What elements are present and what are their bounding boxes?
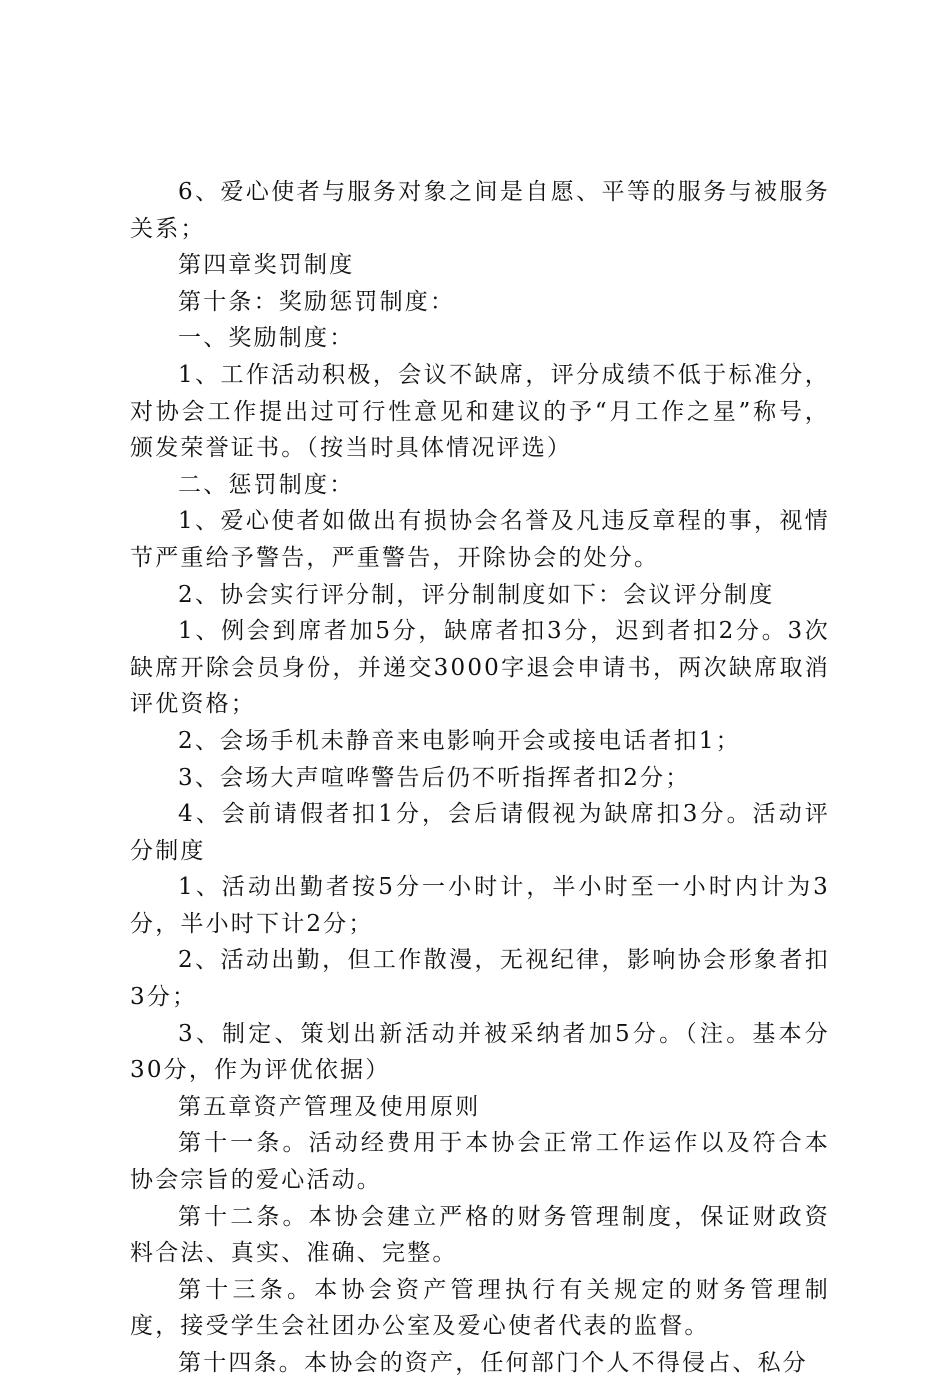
paragraph-meeting-rule-4: 4、会前请假者扣1分，会后请假视为缺席扣3分。活动评分制度 xyxy=(130,801,830,864)
document-page xyxy=(130,174,830,1382)
paragraph-penalty-1: 1、爱心使者如做出有损协会名誉及凡违反章程的事，视情节严重给予警告，严重警告，开除协会的处分。 xyxy=(130,508,830,571)
paragraph-article-13: 第十三条。本协会资产管理执行有关规定的财务管理制度，接受学生会社团办公室及爱心使者代表的监督。 xyxy=(130,1276,830,1340)
article-heading-10: 第十条：奖励惩罚制度： xyxy=(178,288,456,315)
paragraph-activity-rule-3: 3、制定、策划出新活动并被采纳者加5分。（注。基本分30分，作为评优依据） xyxy=(130,1020,830,1084)
section-heading-penalty: 二、惩罚制度： xyxy=(178,471,355,498)
section-heading-reward: 一、奖励制度： xyxy=(178,325,355,352)
paragraph-article-12: 第十二条。本协会建立严格的财务管理制度，保证财政资料合法、真实、准确、完整。 xyxy=(130,1203,830,1267)
chapter-heading-5: 第五章资产管理及使用原则 xyxy=(178,1093,481,1120)
paragraph-meeting-rule-1: 1、例会到席者加5分，缺席者扣3分，迟到者扣2分。3次缺席开除会员身份，并递交3000字退会申请书，两次缺席取消评优资格； xyxy=(130,618,830,718)
paragraph-article-11: 第十一条。活动经费用于本协会正常工作运作以及符合本协会宗旨的爱心活动。 xyxy=(130,1130,830,1194)
paragraph-article-6: 6、爱心使者与服务对象之间是自愿、平等的服务与被服务关系； xyxy=(130,179,830,242)
paragraph-activity-rule-2: 2、活动出勤，但工作散漫，无视纪律，影响协会形象者扣3分； xyxy=(130,947,830,1011)
paragraph-meeting-rule-2: 2、会场手机未静音来电影响开会或接电话者扣1； xyxy=(178,727,741,754)
chapter-heading-4: 第四章奖罚制度 xyxy=(178,252,355,279)
paragraph-activity-rule-1: 1、活动出勤者按5分一小时计，半小时至一小时内计为3分，半小时下计2分； xyxy=(130,874,830,937)
paragraph-penalty-2: 2、协会实行评分制，评分制制度如下：会议评分制度 xyxy=(178,581,775,608)
paragraph-reward-1: 1、工作活动积极，会议不缺席，评分成绩不低于标准分，对协会工作提出过可行性意见和建议的予“月工作之星”称号，颁发荣誉证书。（按当时具体情况评选） xyxy=(130,361,830,462)
paragraph-meeting-rule-3: 3、会场大声喧哗警告后仍不听指挥者扣2分； xyxy=(178,764,691,791)
paragraph-article-14: 第十四条。本协会的资产，任何部门个人不得侵占、私分 xyxy=(178,1350,808,1376)
